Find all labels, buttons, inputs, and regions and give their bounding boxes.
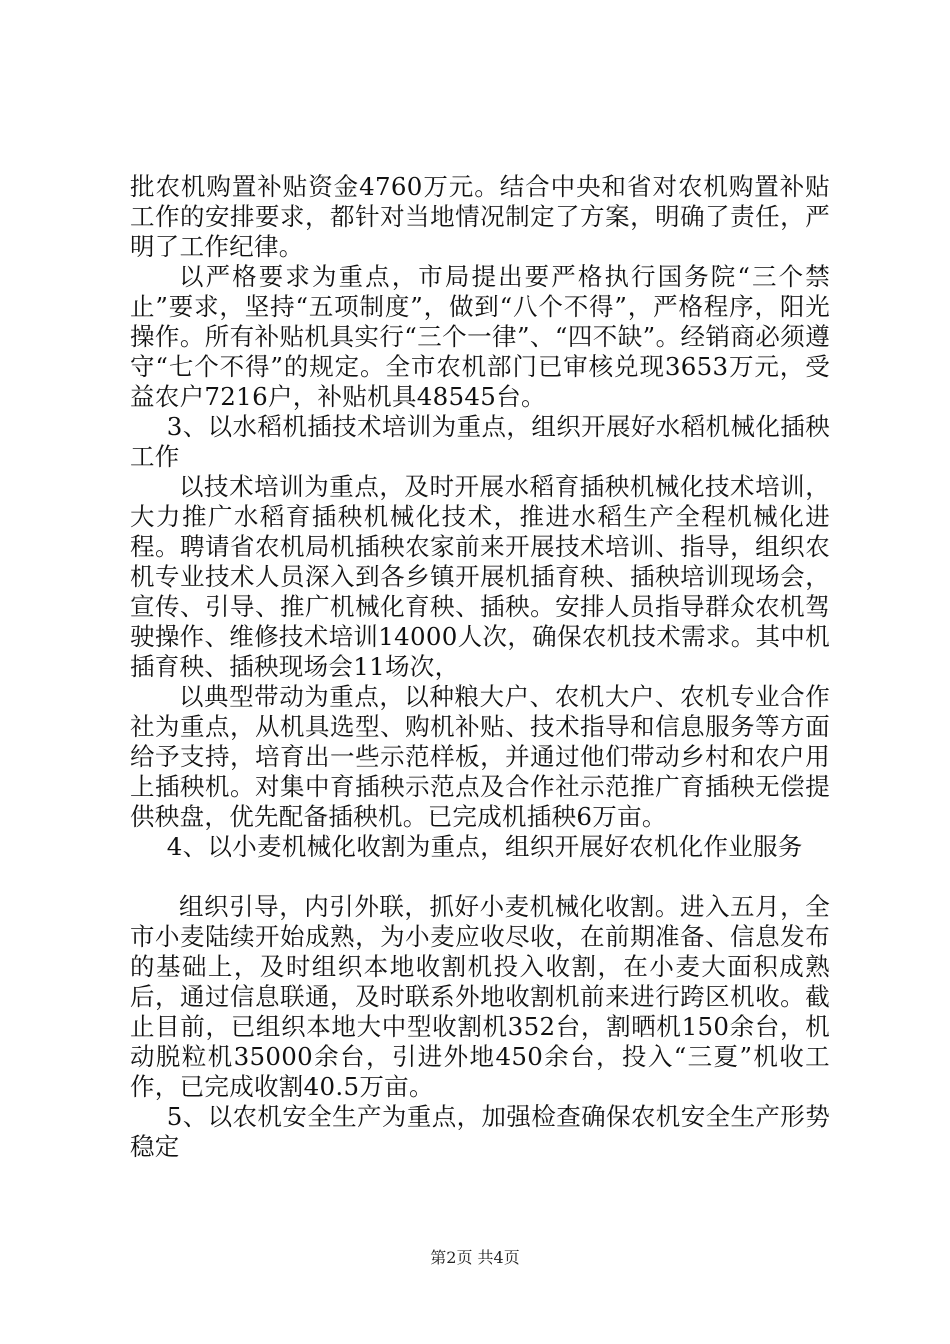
- section-heading-5: 5、以农机安全生产为重点，加强检查确保农机安全生产形势稳定: [130, 1102, 830, 1161]
- paragraph-technical-training: 以技术培训为重点，及时开展水稻育插秧机械化技术培训，大力推广水稻育插秧机械化技术，推进水稻生产全程机械化进程。聘请省农机局机插秧农家前来开展技术培训、指导，组织农机专业技术人员深入到各乡镇开展机插育秧、插秧培训现场会，宣传、引导、推广机械化育秧、插秧。安排人员指导群众农机驾驶操作、维修技术培训14000人次，确保农机技术需求。其中机插育秧、插秧现场会11场次，: [130, 472, 830, 681]
- paragraph-typical-demonstration: 以典型带动为重点，以种粮大户、农机大户、农机专业合作社为重点，从机具选型、购机补贴、技术指导和信息服务等方面给予支持，培育出一些示范样板，并通过他们带动乡村和农户用上插秧机。对集中育插秧示范点及合作社示范推广育插秧无偿提供秧盘，优先配备插秧机。已完成机插秧6万亩。: [130, 682, 830, 831]
- paragraph-spacer: [130, 862, 830, 892]
- paragraph-subsidy-funds: 批农机购置补贴资金4760万元。结合中央和省对农机购置补贴工作的安排要求，都针对当地情况制定了方案，明确了责任，严明了工作纪律。: [130, 172, 830, 261]
- page-number-footer: 第2页 共4页: [430, 1248, 520, 1267]
- document-body: [130, 172, 830, 1162]
- section-heading-4: 4、以小麦机械化收割为重点，组织开展好农机化作业服务: [166, 832, 803, 861]
- paragraph-wheat-harvest: 组织引导，内引外联，抓好小麦机械化收割。进入五月，全市小麦陆续开始成熟，为小麦应收尽收，在前期准备、信息发布的基础上，及时组织本地收割机投入收割，在小麦大面积成熟后，通过信息联通，及时联系外地收割机前来进行跨区机收。截止目前，已组织本地大中型收割机352台，割晒机150余台，机动脱粒机35000余台，引进外地450余台，投入“三夏”机收工作，已完成收割40.5万亩。: [130, 892, 830, 1101]
- section-heading-3: 3、以水稻机插技术培训为重点，组织开展好水稻机械化插秧工作: [130, 412, 830, 471]
- paragraph-strict-requirements: 以严格要求为重点，市局提出要严格执行国务院“三个禁止”要求，坚持“五项制度”，做到“八个不得”，严格程序，阳光操作。所有补贴机具实行“三个一律”、“四不缺”。经销商必须遵守“七个不得”的规定。全市农机部门已审核兑现3653万元，受益农户7216户，补贴机具48545台。: [130, 262, 830, 411]
